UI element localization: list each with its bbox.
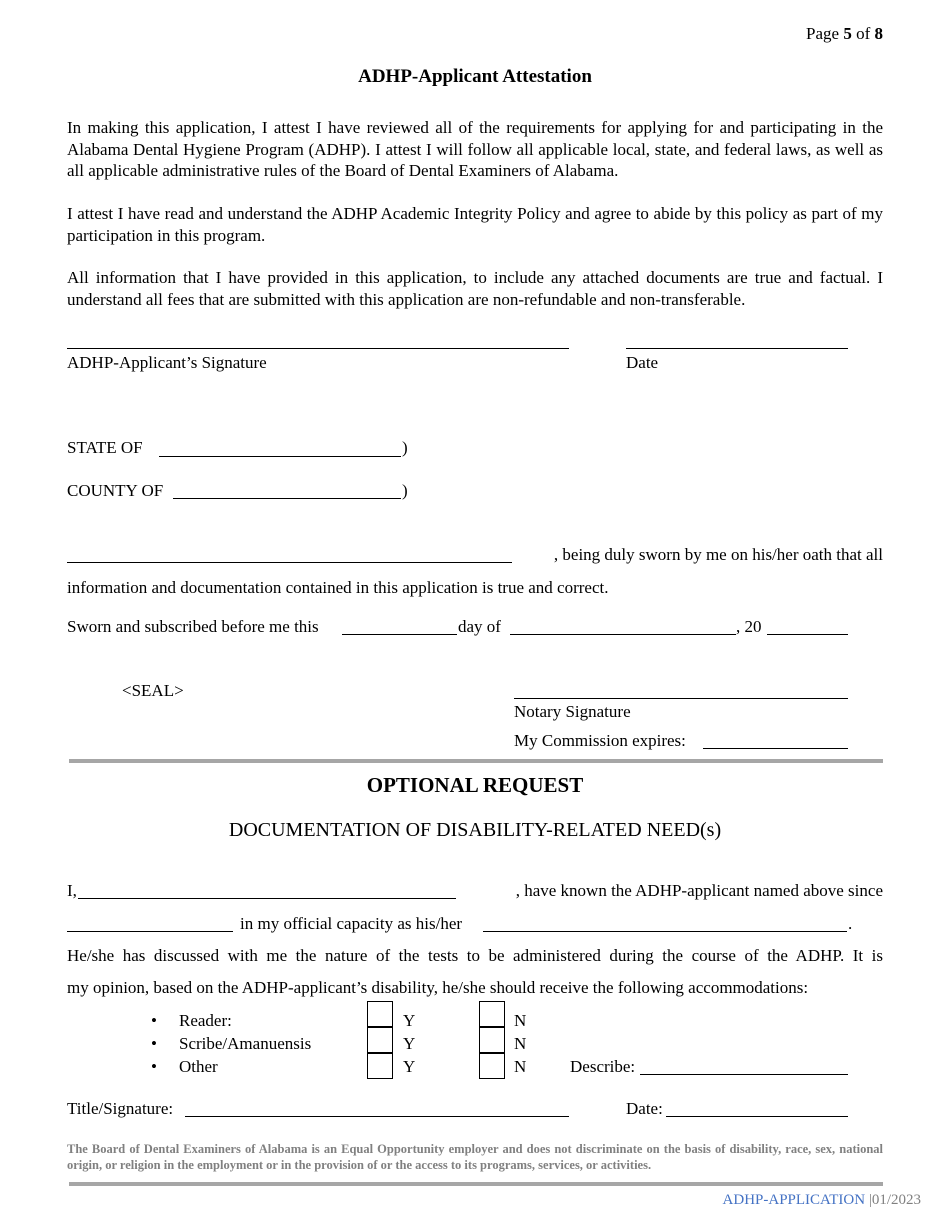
footer-separator: | <box>868 1192 872 1208</box>
capacity-field[interactable] <box>483 931 847 932</box>
county-paren: ) <box>402 481 408 500</box>
accommodations-list <box>0 1010 950 1085</box>
section-divider <box>69 759 883 763</box>
title-signature-label: Title/Signature: <box>67 1099 174 1118</box>
page-of: of <box>856 24 871 43</box>
scribe-no-label: N <box>514 1034 527 1053</box>
attestation-para-3: All information that I have provided in this application, to include any attached documents are true and factual. I understand all fees that are submitted with this application are non-refundable and non-transferable. <box>67 268 883 309</box>
subscribed-label: Sworn and subscribed before me this <box>67 617 319 636</box>
other-no-checkbox[interactable] <box>479 1053 505 1079</box>
bullet-icon: • <box>151 1034 157 1053</box>
reader-yes-label: Y <box>403 1011 416 1030</box>
describe-field[interactable] <box>640 1074 848 1075</box>
attestation-title: ADHP-Applicant Attestation <box>358 66 592 87</box>
known-since-field[interactable] <box>67 931 233 932</box>
attestation-para-1: In making this application, I attest I have reviewed all of the requirements for applying for and participating in the Alabama Dental Hygiene Program (ADHP). I attest I will follow all applicable local, state, and federal laws, as well as all applicable administrative rules of the Board of Dental Examiners of Alabama. <box>67 118 883 180</box>
describe-label: Describe: <box>570 1057 636 1076</box>
reader-yes-checkbox[interactable] <box>367 1001 393 1027</box>
commission-expires-field[interactable] <box>703 748 848 749</box>
reader-no-checkbox[interactable] <box>479 1001 505 1027</box>
accommodation-label-reader: Reader: <box>179 1011 232 1030</box>
provider-name-field[interactable] <box>78 898 456 899</box>
bullet-icon: • <box>151 1057 157 1076</box>
day-of-label: day of <box>458 617 501 636</box>
optional-subtitle: DOCUMENTATION OF DISABILITY-RELATED NEED(s) <box>228 819 722 841</box>
page-prefix: Page <box>806 24 840 43</box>
state-label: STATE OF <box>67 438 143 457</box>
subscribed-month-field[interactable] <box>510 634 736 635</box>
optional-date-label: Date: <box>626 1099 663 1118</box>
title-signature-field[interactable] <box>185 1116 569 1117</box>
seal-placeholder: <SEAL> <box>122 681 184 700</box>
attestation-para-2: I attest I have read and understand the ADHP Academic Integrity Policy and agree to abide by this policy as part of my participation in this program. <box>67 204 883 245</box>
optional-title: OPTIONAL REQUEST <box>366 773 584 797</box>
eeo-disclaimer: The Board of Dental Examiners of Alabama is an Equal Opportunity employer and does not discriminate on the basis of disability, race, sex, national origin, or religion in the employment or in the provision of or the access to its programs, services, or activities. <box>67 1142 883 1172</box>
county-field[interactable] <box>173 498 401 499</box>
capacity-text: in my official capacity as his/her <box>240 914 463 933</box>
page-current: 5 <box>843 24 852 43</box>
discussed-line-2: my opinion, based on the ADHP-applicant’s disability, he/she should receive the following accommodations: <box>67 978 809 997</box>
optional-date-field[interactable] <box>666 1116 848 1117</box>
applicant-date-label: Date <box>626 353 659 372</box>
reader-no-label: N <box>514 1011 527 1030</box>
commission-label: My Commission expires: <box>514 731 686 750</box>
applicant-signature-line[interactable] <box>67 348 569 349</box>
accommodation-label-other: Other <box>179 1057 218 1076</box>
scribe-no-checkbox[interactable] <box>479 1027 505 1053</box>
subscribed-year-field[interactable] <box>767 634 848 635</box>
footer-version: 01/2023 <box>871 1192 921 1208</box>
applicant-date-line[interactable] <box>626 348 848 349</box>
state-field[interactable] <box>159 456 401 457</box>
other-yes-checkbox[interactable] <box>367 1053 393 1079</box>
other-no-label: N <box>514 1057 527 1076</box>
subscribed-day-field[interactable] <box>342 634 457 635</box>
page-number <box>806 23 883 44</box>
known-text: , have known the ADHP-applicant named above since <box>515 881 883 900</box>
capacity-period: . <box>848 914 853 933</box>
i-prefix: I, <box>67 881 77 900</box>
notary-signature-label: Notary Signature <box>514 702 631 721</box>
applicant-signature-label: ADHP-Applicant’s Signature <box>67 353 267 372</box>
accommodation-label-scribe: Scribe/Amanuensis <box>179 1034 312 1053</box>
footer-divider <box>69 1182 883 1186</box>
sworn-text-line2: information and documentation contained in this application is true and correct. <box>67 578 609 597</box>
discussed-line-1: He/she has discussed with me the nature of the tests to be administered during the course of the ADHP. It is <box>67 946 883 965</box>
affiant-name-field[interactable] <box>67 562 512 563</box>
scribe-yes-checkbox[interactable] <box>367 1027 393 1053</box>
county-label: COUNTY OF <box>67 481 164 500</box>
scribe-yes-label: Y <box>403 1034 416 1053</box>
notary-signature-line[interactable] <box>514 698 848 699</box>
other-yes-label: Y <box>403 1057 416 1076</box>
bullet-icon: • <box>151 1011 157 1030</box>
footer-label <box>723 1192 921 1209</box>
year-prefix: , 20 <box>736 617 762 636</box>
sworn-text: , being duly sworn by me on his/her oath that all <box>553 545 883 564</box>
state-paren: ) <box>402 438 408 457</box>
footer-app-label: ADHP-APPLICATION <box>722 1192 866 1208</box>
page-total: 8 <box>874 24 883 43</box>
